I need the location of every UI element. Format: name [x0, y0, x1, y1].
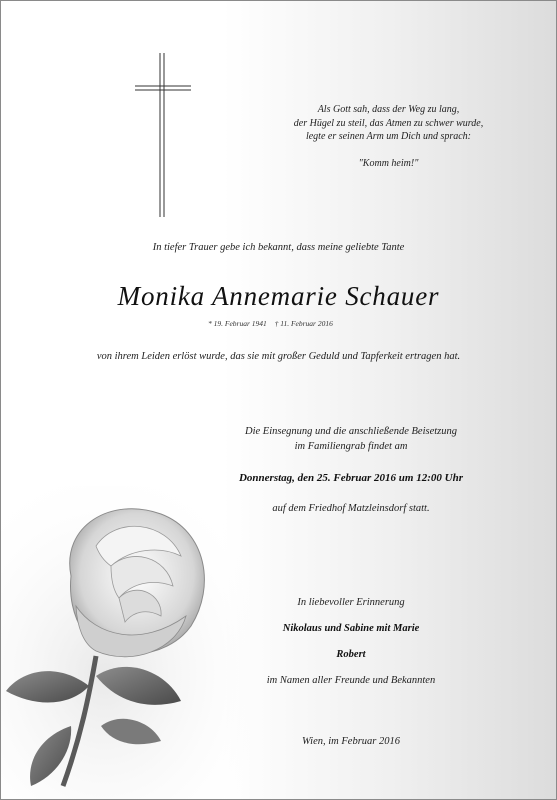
verse-line: der Hügel zu steil, das Atmen zu schwer wurde,	[293, 117, 484, 129]
ceremony-date: Donnerstag, den 25. Februar 2016 um 12:00 Uhr	[238, 472, 463, 484]
intro-text: In tiefer Trauer gebe ich bekannt, dass meine geliebte Tante	[152, 242, 405, 253]
rose-image	[1, 486, 261, 799]
mourner-names: Robert	[336, 649, 366, 660]
birth-date: * 19. Februar 1941	[208, 319, 267, 328]
ceremony-place: auf dem Friedhof Matzleinsdorf statt.	[272, 503, 430, 514]
cross-icon	[131, 53, 195, 217]
ceremony-text	[216, 424, 486, 454]
mourners-others: im Namen aller Freunde und Bekannten	[266, 675, 436, 686]
verse	[286, 103, 491, 170]
verse-line: legte er seinen Arm um Dich und sprach:	[305, 131, 472, 142]
ceremony-line: Die Einsegnung und die anschließende Beisetzung	[245, 426, 457, 437]
verse-line: "Komm heim!"	[358, 157, 419, 169]
mourners-intro: In liebevoller Erinnerung	[297, 597, 405, 608]
deceased-name: Monika Annemarie Schauer	[117, 281, 440, 311]
ceremony-line: im Familiengrab findet am	[294, 441, 408, 452]
mourner-names: Nikolaus und Sabine mit Marie	[282, 623, 420, 634]
verse-line: Als Gott sah, dass der Weg zu lang,	[317, 104, 460, 115]
death-date: † 11. Februar 2016	[274, 319, 333, 328]
life-dates	[208, 319, 339, 328]
passed-text: von ihrem Leiden erlöst wurde, das sie mit großer Geduld und Tapferkeit ertragen hat.	[96, 351, 461, 362]
closing-place-date: Wien, im Februar 2016	[302, 736, 400, 747]
